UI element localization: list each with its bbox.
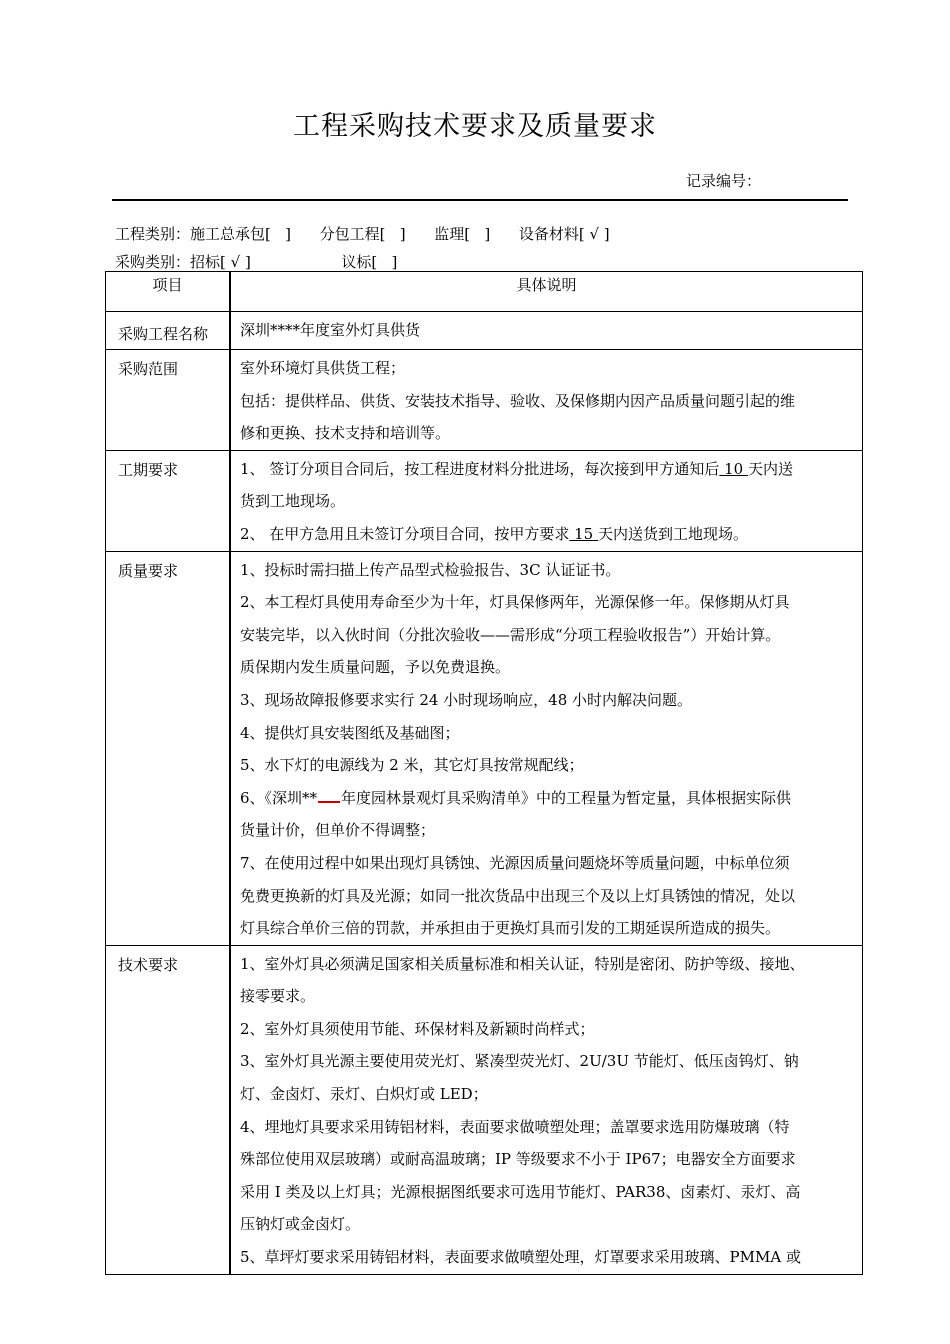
table-row-period — [106, 450, 863, 551]
table-row-scope — [106, 350, 863, 451]
header-description: 具体说明 — [230, 272, 863, 312]
quality-line: 质保期内发生质量问题，予以免费退换。 — [240, 658, 511, 677]
technical-label: 技术要求 — [118, 955, 179, 974]
quality-line: 3、现场故障报修要求实行 24 小时现场响应，48 小时内解决问题。 — [240, 690, 693, 709]
quality-line: 7、在使用过程中如果出现灯具锈蚀、光源因质量问题烧坏等质量问题，中标单位须 — [240, 853, 790, 872]
quality-line: 1、投标时需扫描上传产品型式检验报告、3C 认证证书。 — [240, 560, 621, 579]
table-row-name — [106, 312, 863, 350]
project-category: 工程类别：施工总承包[ ] 分包工程[ ] 监理[ ] 设备材料[ √ ] — [115, 225, 610, 243]
technical-line: 接零要求。 — [240, 987, 316, 1006]
quality-text: 年度园林景观灯具采购清单》中的工程量为暂定量，具体根据实际供 — [341, 788, 792, 807]
period-text: 天内送 — [747, 459, 793, 478]
quality-line: 2、本工程灯具使用寿命至少为十年，灯具保修两年，光源保修一年。保修期从灯具 — [240, 593, 790, 612]
period-line-3 — [240, 518, 854, 551]
name-label: 采购工程名称 — [118, 325, 209, 343]
table-row-quality — [106, 551, 863, 945]
scope-line: 修和更换、技术支持和培训等。 — [240, 424, 451, 443]
technical-line: 5、草坪灯要求采用铸铝材料，表面要求做喷塑处理，灯罩要求采用玻璃、PMMA 或 — [240, 1248, 801, 1267]
quality-line: 灯具综合单价三倍的罚款，并承担由于更换灯具而引发的工期延误所造成的损失。 — [240, 919, 781, 938]
requirements-table — [105, 271, 863, 1275]
quality-line-6 — [240, 782, 854, 815]
delivery-days-1: 10 — [719, 459, 748, 478]
technical-line: 1、室外灯具必须满足国家相关质量标准和相关认证，特别是密闭、防护等级、接地、 — [240, 954, 805, 973]
scope-line: 室外环境灯具供货工程； — [240, 359, 406, 377]
table-row-technical — [106, 945, 863, 1274]
table-header-row — [106, 272, 863, 312]
technical-line: 3、室外灯具光源主要使用荧光灯、紧凑型荧光灯、2U/3U 节能灯、低压卤钨灯、钠 — [240, 1052, 799, 1071]
scope-line: 包括：提供样品、供货、安装技术指导、验收、及保修期内因产品质量问题引起的维 — [240, 391, 796, 410]
header-divider — [112, 199, 848, 201]
technical-line: 灯、金卤灯、汞灯、白炽灯或 LED； — [240, 1085, 488, 1104]
quality-line: 5、水下灯的电源线为 2 米，其它灯具按常规配线； — [240, 756, 584, 775]
period-label: 工期要求 — [118, 460, 179, 479]
technical-line: 4、埋地灯具要求采用铸铝材料，表面要求做喷塑处理；盖罩要求选用防爆玻璃（特 — [240, 1117, 790, 1136]
technical-line: 压钠灯或金卤灯。 — [240, 1215, 361, 1234]
page-title: 工程采购技术要求及质量要求 — [293, 111, 657, 142]
quality-line: 货量计价，但单价不得调整； — [240, 821, 436, 840]
period-line-2: 货到工地现场。 — [240, 492, 346, 511]
header-item: 项目 — [106, 272, 231, 312]
quality-line: 4、提供灯具安装图纸及基础图； — [240, 723, 460, 742]
quality-line: 安装完毕，以入伙时间（分批次验收——需形成“分项工程验收报告”）开始计算。 — [240, 625, 781, 644]
period-line-1 — [240, 453, 854, 486]
blank-field — [318, 787, 340, 803]
technical-line: 殊部位使用双层玻璃）或耐高温玻璃；IP 等级要求不小于 IP67；电器安全方面要求 — [240, 1150, 796, 1169]
quality-text: 6、《深圳** — [240, 788, 318, 807]
delivery-days-2: 15 — [569, 524, 598, 543]
name-value: 深圳****年度室外灯具供货 — [240, 321, 421, 339]
technical-line: 采用 I 类及以上灯具；光源根据图纸要求可选用节能灯、PAR38、卤素灯、汞灯、高 — [240, 1182, 801, 1201]
technical-line: 2、室外灯具须使用节能、环保材料及新颖时尚样式； — [240, 1019, 595, 1038]
period-text: 1、 签订分项目合同后，按工程进度材料分批进场，每次接到甲方通知后 — [240, 459, 720, 478]
scope-label: 采购范围 — [118, 360, 179, 378]
period-text: 2、 在甲方急用且未签订分项目合同，按甲方要求 — [240, 524, 570, 543]
quality-label: 质量要求 — [118, 561, 179, 580]
record-number-label: 记录编号： — [686, 172, 762, 190]
procurement-category: 采购类别：招标[ √ ] 议标[ ] — [115, 253, 398, 271]
quality-line: 免费更换新的灯具及光源；如同一批次货品中出现三个及以上灯具锈蚀的情况，处以 — [240, 886, 796, 905]
period-text: 天内送货到工地现场。 — [597, 524, 748, 543]
